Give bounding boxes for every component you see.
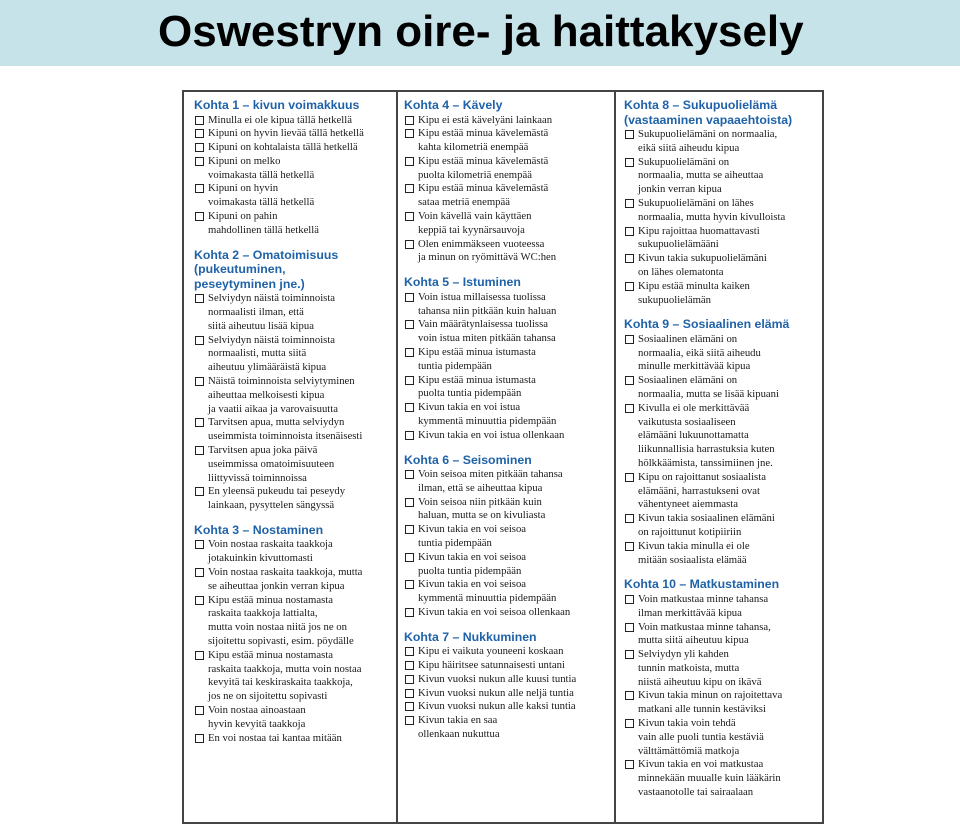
option-label: En yleensä pukeudu tai peseydy lainkaan, pysyttelen sängyssä bbox=[208, 485, 346, 512]
section-heading: Kohta 3 – Nostaminen bbox=[194, 522, 324, 537]
checkbox[interactable] bbox=[405, 129, 414, 138]
option-label: Voin seisoa miten pitkään tahansa ilman, että se aiheuttaa kipua bbox=[418, 468, 563, 494]
option-label: Kivun vuoksi nukun alle kaksi tuntia bbox=[418, 700, 576, 713]
answer-option[interactable] bbox=[404, 374, 599, 402]
option-label: Kipu rajoittaa huomattavasti sukupuolielämääni bbox=[638, 224, 760, 251]
option-label: Selviydyn näistä toiminnoista normaalisti, mutta siitä aiheutuu ylimääräistä kipua bbox=[208, 333, 336, 374]
answer-option[interactable] bbox=[624, 128, 814, 156]
checkbox[interactable] bbox=[625, 254, 634, 263]
checkbox[interactable] bbox=[195, 143, 204, 152]
option-label: Voin nostaa raskaita taakkoja, mutta se aiheuttaa jonkin verran kipua bbox=[208, 566, 363, 592]
option-label: Sosiaalinen elämäni on normaalia, mutta se lisää kipuani bbox=[638, 374, 779, 401]
section-heading: Kohta 6 – Seisominen bbox=[404, 452, 532, 467]
answer-option[interactable] bbox=[194, 334, 390, 375]
answer-option[interactable] bbox=[624, 758, 814, 799]
scan-border-left bbox=[182, 90, 184, 824]
answer-option[interactable] bbox=[404, 523, 599, 551]
option-label: Sukupuolielämäni on lähes normaalia, mutta hyvin kivulloista bbox=[638, 196, 786, 223]
option-label: Näistä toiminnoista selviytyminen aiheuttaa melkoisesti kipua ja vaatii aikaa ja varovaisuutta bbox=[208, 374, 355, 415]
checkbox[interactable] bbox=[405, 661, 414, 670]
answer-option[interactable] bbox=[404, 401, 599, 429]
page-title: Oswestryn oire- ja haittakysely bbox=[158, 7, 804, 56]
answer-option[interactable] bbox=[624, 717, 814, 758]
scan-border-right bbox=[822, 90, 824, 824]
answer-option[interactable] bbox=[194, 594, 390, 649]
option-label: Kipu estää minua istumasta puolta tuntia pidempään bbox=[418, 373, 536, 400]
checkbox[interactable] bbox=[405, 675, 414, 684]
answer-option[interactable] bbox=[624, 225, 814, 253]
checkbox[interactable] bbox=[625, 595, 634, 604]
option-label: Vain määrätynlaisessa tuolissa voin istua miten pitkään tahansa bbox=[418, 318, 556, 345]
answer-option[interactable] bbox=[624, 402, 814, 471]
checkbox[interactable] bbox=[405, 293, 414, 302]
checkbox[interactable] bbox=[405, 498, 414, 507]
answer-option[interactable] bbox=[404, 700, 599, 714]
option-label: Kipu ei estä kävelyäni lainkaan bbox=[418, 113, 553, 126]
answer-option[interactable] bbox=[404, 114, 599, 128]
answer-option[interactable] bbox=[194, 182, 390, 210]
answer-option[interactable] bbox=[404, 318, 599, 346]
section-heading: Kohta 2 – Omatoimisuus (pukeutuminen, peseytyminen jne.) bbox=[194, 247, 339, 291]
answer-option[interactable] bbox=[624, 156, 814, 197]
option-label: Kivun takia en voi istua kymmentä minuuttia pidempään bbox=[418, 401, 557, 427]
option-label: Kivun vuoksi nukun alle kuusi tuntia bbox=[418, 672, 577, 685]
checkbox[interactable] bbox=[625, 650, 634, 659]
option-label: Kivun takia en saa ollenkaan nukuttua bbox=[418, 714, 500, 741]
option-label: Kivun takia en voi istua ollenkaan bbox=[418, 428, 565, 441]
answer-option[interactable] bbox=[404, 673, 599, 687]
answer-option[interactable] bbox=[194, 210, 390, 238]
checkbox[interactable] bbox=[195, 212, 204, 221]
section-heading: Kohta 4 – Kävely bbox=[404, 98, 503, 112]
option-label: Voin nostaa raskaita taakkoja jotakuinkin kivuttomasti bbox=[208, 538, 333, 565]
answer-option[interactable] bbox=[194, 732, 390, 746]
checkbox[interactable] bbox=[625, 158, 634, 167]
column-divider bbox=[614, 92, 616, 824]
answer-option[interactable] bbox=[194, 704, 390, 732]
option-label: Kipu estää minua istumasta tuntia pidempään bbox=[418, 345, 536, 372]
section-heading: Kohta 7 – Nukkuminen bbox=[404, 629, 537, 644]
answer-option[interactable] bbox=[404, 182, 599, 210]
section-kohta-1 bbox=[194, 98, 390, 238]
option-label: Sukupuolielämäni on normaalia, mutta se aiheuttaa jonkin verran kipua bbox=[638, 155, 764, 196]
option-label: Kipuni on melko voimakasta tällä hetkellä bbox=[208, 154, 315, 181]
column-2 bbox=[404, 98, 599, 752]
checkbox[interactable] bbox=[405, 553, 414, 562]
section-heading: Kohta 5 – Istuminen bbox=[404, 275, 521, 290]
answer-option[interactable] bbox=[194, 141, 390, 155]
checkbox[interactable] bbox=[405, 525, 414, 534]
checkbox[interactable] bbox=[195, 706, 204, 715]
checkbox[interactable] bbox=[405, 320, 414, 329]
checkbox[interactable] bbox=[195, 116, 204, 125]
option-label: Voin istua millaisessa tuolissa tahansa niin pitkään kuin haluan bbox=[418, 290, 557, 317]
option-label: Kivun vuoksi nukun alle neljä tuntia bbox=[418, 686, 574, 699]
checkbox[interactable] bbox=[625, 199, 634, 208]
column-3 bbox=[624, 98, 814, 810]
answer-option[interactable] bbox=[404, 714, 599, 742]
answer-option[interactable] bbox=[624, 648, 814, 689]
checkbox[interactable] bbox=[195, 596, 204, 605]
checkbox[interactable] bbox=[195, 540, 204, 549]
section-heading: Kohta 8 – Sukupuolielämä (vastaaminen vapaaehtoista) bbox=[624, 98, 793, 127]
answer-option[interactable] bbox=[404, 645, 599, 659]
answer-option[interactable] bbox=[624, 280, 814, 308]
answer-option[interactable] bbox=[624, 471, 814, 512]
checkbox[interactable] bbox=[625, 130, 634, 139]
answer-option[interactable] bbox=[404, 429, 599, 443]
option-label: En voi nostaa tai kantaa mitään bbox=[208, 731, 342, 744]
option-label: Kipu estää minua nostamasta raskaita taakkoja lattialta, mutta voin nostaa niitä jos ne on sijoitettu sopivasti, esim. pöydälle bbox=[208, 593, 354, 647]
section-kohta-8 bbox=[624, 98, 814, 307]
answer-option[interactable] bbox=[624, 540, 814, 568]
option-label: Kipu estää minua kävelemästä sataa metriä enempää bbox=[418, 182, 549, 209]
column-1 bbox=[194, 98, 390, 755]
checkbox[interactable] bbox=[405, 702, 414, 711]
option-label: Kivun takia en voi seisoa tuntia pidempään bbox=[418, 523, 527, 550]
option-label: Kipu ei vaikuta youneeni koskaan bbox=[418, 645, 564, 658]
answer-option[interactable] bbox=[194, 375, 390, 416]
answer-option[interactable] bbox=[404, 496, 599, 524]
option-label: Kivun takia sosiaalinen elämäni on rajoittunut kotipiiriin bbox=[638, 512, 775, 539]
scan-border-bottom bbox=[182, 822, 824, 824]
checkbox[interactable] bbox=[405, 580, 414, 589]
answer-option[interactable] bbox=[624, 252, 814, 280]
option-label: Kipuni on pahin mahdollinen tällä hetkellä bbox=[208, 210, 319, 236]
checkbox[interactable] bbox=[405, 431, 414, 440]
option-label: Voin kävellä vain käyttäen keppiä tai kyynärsauvoja bbox=[418, 210, 532, 236]
answer-option[interactable] bbox=[194, 566, 390, 594]
answer-option[interactable] bbox=[624, 374, 814, 402]
column-divider bbox=[396, 92, 398, 824]
answer-option[interactable] bbox=[624, 689, 814, 717]
option-label: Voin matkustaa minne tahansa ilman merkittävää kipua bbox=[638, 592, 769, 619]
answer-option[interactable] bbox=[624, 197, 814, 225]
answer-option[interactable] bbox=[624, 621, 814, 649]
checkbox[interactable] bbox=[405, 376, 414, 385]
option-label: Kipu estää minua kävelemästä kahta kilometriä enempää bbox=[418, 127, 549, 154]
checkbox[interactable] bbox=[195, 418, 204, 427]
option-label: Tarvitsen apua joka päivä useimmissa omatoimisuuteen liittyvissä toiminnoissa bbox=[208, 443, 335, 484]
checkbox[interactable] bbox=[195, 184, 204, 193]
option-label: Kivun takia voin tehdä vain alle puoli tuntia kestäviä välttämättömiä matkoja bbox=[638, 717, 764, 757]
checkbox[interactable] bbox=[625, 691, 634, 700]
title-bar bbox=[0, 0, 960, 66]
checkbox[interactable] bbox=[625, 542, 634, 551]
checkbox[interactable] bbox=[625, 376, 634, 385]
option-label: Kivun takia en voi seisoa puolta tuntia pidempään bbox=[418, 550, 527, 577]
checkbox[interactable] bbox=[405, 403, 414, 412]
section-kohta-10 bbox=[624, 577, 814, 799]
answer-option[interactable] bbox=[194, 485, 390, 513]
option-label: Kipu estää minua nostamasta raskaita taakkoja, mutta voin nostaa kevyitä tai keskiraskaita taakkoja, jos ne on sijoitettu sopivasti bbox=[208, 648, 362, 703]
section-heading: Kohta 1 – kivun voimakkuus bbox=[194, 98, 360, 112]
checkbox[interactable] bbox=[405, 608, 414, 617]
answer-option[interactable] bbox=[194, 155, 390, 183]
option-label: Kivun takia en voi seisoa kymmentä minuuttia pidempään bbox=[418, 578, 557, 605]
section-heading: Kohta 10 – Matkustaminen bbox=[624, 577, 780, 592]
answer-option[interactable] bbox=[194, 416, 390, 444]
option-label: Kivun takia en voi seisoa ollenkaan bbox=[418, 606, 571, 618]
option-label: Kivun takia minun on rajoitettava matkani alle tunnin kestäviksi bbox=[638, 689, 783, 716]
answer-option[interactable] bbox=[624, 512, 814, 540]
option-label: Kipuni on hyvin lievää tällä hetkellä bbox=[208, 127, 364, 140]
checkbox[interactable] bbox=[405, 470, 414, 479]
option-label: Voin seisoa niin pitkään kuin haluan, mutta se on kivuliasta bbox=[418, 495, 546, 522]
answer-option[interactable] bbox=[404, 238, 599, 266]
scan-border-top bbox=[182, 90, 824, 92]
answer-option[interactable] bbox=[624, 333, 814, 374]
section-kohta-2 bbox=[194, 248, 390, 513]
checkbox[interactable] bbox=[195, 129, 204, 138]
option-label: Voin nostaa ainoastaan hyvin kevyitä taakkoja bbox=[208, 703, 306, 730]
checkbox[interactable] bbox=[405, 184, 414, 193]
answer-option[interactable] bbox=[404, 606, 599, 620]
checkbox[interactable] bbox=[405, 240, 414, 249]
section-kohta-9 bbox=[624, 317, 814, 567]
checkbox[interactable] bbox=[625, 623, 634, 632]
checkbox[interactable] bbox=[195, 568, 204, 577]
answer-option[interactable] bbox=[404, 210, 599, 238]
section-kohta-6 bbox=[404, 453, 599, 620]
option-label: Kipu on rajoittanut sosiaalista elämääni, harrastukseni ovat vähentyneet aiemmasta bbox=[638, 470, 766, 511]
checkbox[interactable] bbox=[405, 716, 414, 725]
option-label: Selviydyn yli kahden tunnin matkoista, mutta niistä aiheutuu kipu on ikävä bbox=[638, 648, 762, 688]
option-label: Kivun takia sukupuolielämäni on lähes olematonta bbox=[638, 252, 767, 278]
checkbox[interactable] bbox=[195, 487, 204, 496]
checkbox[interactable] bbox=[625, 760, 634, 769]
option-label: Tarvitsen apua, mutta selviydyn useimmista toiminnoista itsenäisesti bbox=[208, 416, 363, 443]
answer-option[interactable] bbox=[194, 292, 390, 333]
answer-option[interactable] bbox=[404, 578, 599, 606]
checkbox[interactable] bbox=[195, 336, 204, 345]
section-kohta-5 bbox=[404, 275, 599, 442]
option-label: Kipuni on kohtalaista tällä hetkellä bbox=[208, 141, 358, 154]
answer-option[interactable] bbox=[404, 551, 599, 579]
answer-option[interactable] bbox=[194, 127, 390, 141]
section-kohta-7 bbox=[404, 630, 599, 742]
answer-option[interactable] bbox=[404, 291, 599, 319]
answer-option[interactable] bbox=[194, 444, 390, 485]
answer-option[interactable] bbox=[194, 649, 390, 704]
option-label: Minulla ei ole kipua tällä hetkellä bbox=[208, 113, 352, 126]
option-label: Selviydyn näistä toiminnoista normaalisti ilman, että siitä aiheutuu lisää kipua bbox=[208, 292, 336, 332]
answer-option[interactable] bbox=[404, 155, 599, 183]
option-label: Kivun takia minulla ei ole mitään sosiaalista elämää bbox=[638, 539, 750, 566]
checkbox[interactable] bbox=[625, 514, 634, 523]
option-label: Olen enimmäkseen vuoteessa ja minun on ryömittävä WC:hen bbox=[418, 237, 557, 264]
checkbox[interactable] bbox=[625, 404, 634, 413]
answer-option[interactable] bbox=[194, 114, 390, 128]
option-label: Kipuni on hyvin voimakasta tällä hetkellä bbox=[208, 182, 315, 209]
answer-option[interactable] bbox=[404, 127, 599, 155]
option-label: Sosiaalinen elämäni on normaalia, eikä siitä aiheudu minulle merkittävää kipua bbox=[638, 332, 761, 373]
checkbox[interactable] bbox=[625, 335, 634, 344]
checkbox[interactable] bbox=[405, 689, 414, 698]
questionnaire-scan bbox=[182, 80, 824, 824]
option-label: Kipu estää minua kävelemästä puolta kilometriä enempää bbox=[418, 154, 549, 181]
section-kohta-3 bbox=[194, 523, 390, 745]
answer-option[interactable] bbox=[624, 593, 814, 621]
option-label: Kivun takia en voi matkustaa minnekään muualle kuin lääkärin vastaanotolle tai sairaalaan bbox=[638, 758, 781, 799]
answer-option[interactable] bbox=[404, 687, 599, 701]
checkbox[interactable] bbox=[405, 348, 414, 357]
checkbox[interactable] bbox=[625, 282, 634, 291]
answer-option[interactable] bbox=[404, 659, 599, 673]
checkbox[interactable] bbox=[195, 157, 204, 166]
checkbox[interactable] bbox=[195, 734, 204, 743]
answer-option[interactable] bbox=[404, 346, 599, 374]
option-label: Voin matkustaa minne tahansa, mutta siitä aiheutuu kipua bbox=[638, 620, 771, 647]
answer-option[interactable] bbox=[194, 538, 390, 566]
option-label: Kivulla ei ole merkittävää vaikutusta sosiaaliseen elämääni lukuunottamatta liikunnallisia harrastuksia kuten hölkkäämista, tanssimiinen jne. bbox=[638, 401, 775, 470]
option-label: Sukupuolielämäni on normaalia, eikä siitä aiheudu kipua bbox=[638, 128, 778, 154]
checkbox[interactable] bbox=[405, 157, 414, 166]
checkbox[interactable] bbox=[625, 227, 634, 236]
answer-option[interactable] bbox=[404, 468, 599, 496]
checkbox[interactable] bbox=[405, 212, 414, 221]
section-heading: Kohta 9 – Sosiaalinen elämä bbox=[624, 317, 790, 332]
section-kohta-4 bbox=[404, 98, 599, 265]
option-label: Kipu häiritsee satunnaisesti untani bbox=[418, 659, 565, 672]
checkbox[interactable] bbox=[195, 294, 204, 303]
checkbox[interactable] bbox=[625, 719, 634, 728]
checkbox[interactable] bbox=[195, 377, 204, 386]
option-label: Kipu estää minulta kaiken sukupuolielämän bbox=[638, 279, 750, 306]
checkbox[interactable] bbox=[195, 651, 204, 660]
checkbox[interactable] bbox=[405, 647, 414, 656]
checkbox[interactable] bbox=[405, 116, 414, 125]
checkbox[interactable] bbox=[195, 446, 204, 455]
checkbox[interactable] bbox=[625, 473, 634, 482]
